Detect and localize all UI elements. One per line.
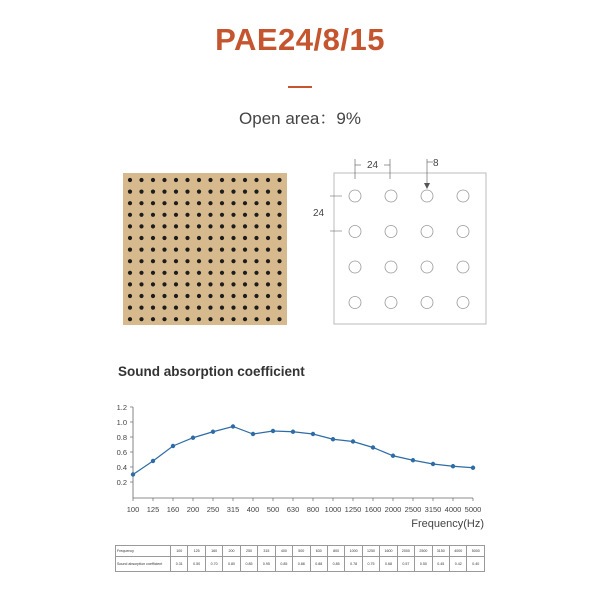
table-cell-frequency: 125 (188, 546, 205, 557)
table-cell-frequency: 800 (327, 546, 344, 557)
perforation-hole (139, 282, 143, 286)
absorption-section-title: Sound absorption coefficient (118, 364, 305, 379)
perforation-hole (197, 201, 201, 205)
perforation-hole (208, 201, 212, 205)
perforation-hole (151, 236, 155, 240)
table-cell-coefficient: 0.68 (380, 557, 397, 572)
table-cell-coefficient: 0.50 (188, 557, 205, 572)
perforation-hole (151, 201, 155, 205)
perforation-hole (139, 236, 143, 240)
table-cell-coefficient: 0.95 (258, 557, 275, 572)
title-divider (288, 86, 312, 88)
perforation-hole (220, 190, 224, 194)
perforation-hole (185, 259, 189, 263)
perforation-hole (174, 259, 178, 263)
absorption-data-table (115, 545, 485, 572)
perforation-hole (185, 248, 189, 252)
perforation-hole (208, 236, 212, 240)
diagram-hole (385, 261, 397, 273)
perforation-hole (174, 294, 178, 298)
perforation-hole (231, 178, 235, 182)
x-tick-label: 250 (206, 505, 220, 514)
diagram-hole (421, 297, 433, 309)
perforation-hole (208, 282, 212, 286)
perforation-hole (266, 271, 270, 275)
perforation-hole (174, 282, 178, 286)
perforation-hole (277, 201, 281, 205)
x-tick-label: 5000 (464, 505, 482, 514)
perforation-hole (243, 248, 247, 252)
x-tick-label: 100 (126, 505, 140, 514)
x-tick-label: 200 (186, 505, 200, 514)
perforation-hole (254, 190, 258, 194)
y-tick-label: 0.2 (116, 478, 127, 487)
perforation-hole (254, 259, 258, 263)
perforation-hole (151, 213, 155, 217)
perforation-hole (151, 294, 155, 298)
perforation-hole (266, 213, 270, 217)
diagram-hole (421, 190, 433, 202)
diagram-hole (385, 226, 397, 238)
data-point (211, 430, 215, 434)
y-tick-label: 0.6 (116, 448, 127, 457)
perforation-hole (197, 178, 201, 182)
perforation-hole (151, 306, 155, 310)
perforation-hole (174, 224, 178, 228)
perforation-hole (162, 248, 166, 252)
perforation-hole (185, 224, 189, 228)
x-tick-label: 1000 (324, 505, 342, 514)
hole-spacing-label: 24 (366, 160, 379, 171)
perforation-hole (231, 259, 235, 263)
x-tick-label: 125 (146, 505, 160, 514)
perforation-hole (277, 190, 281, 194)
perforation-hole (151, 282, 155, 286)
perforation-hole (162, 201, 166, 205)
table-cell-coefficient: 0.88 (310, 557, 327, 572)
x-tick-label: 1250 (344, 505, 362, 514)
perforation-hole (254, 201, 258, 205)
table-cell-frequency: 160 (205, 546, 222, 557)
x-tick-label: 400 (246, 505, 260, 514)
perforation-hole (220, 236, 224, 240)
perforation-hole (197, 236, 201, 240)
perforation-hole (128, 236, 132, 240)
perforation-hole (185, 201, 189, 205)
perforation-hole (277, 248, 281, 252)
perforation-hole (174, 178, 178, 182)
perforation-hole (231, 224, 235, 228)
perforation-hole (243, 236, 247, 240)
data-point (191, 436, 195, 440)
perforation-hole (162, 213, 166, 217)
perforation-hole (220, 306, 224, 310)
hole-diameter-label: 8 (433, 158, 439, 169)
table-cell-frequency: 1250 (362, 546, 379, 557)
data-point (471, 466, 475, 470)
perforation-hole (197, 317, 201, 321)
perforation-hole (266, 294, 270, 298)
perforation-hole (220, 213, 224, 217)
table-cell-coefficient: 0.45 (432, 557, 449, 572)
perforation-hole (151, 317, 155, 321)
table-cell-coefficient: 0.31 (171, 557, 188, 572)
perforation-hole (151, 224, 155, 228)
data-point (431, 462, 435, 466)
diagram-hole (349, 226, 361, 238)
perforation-hole (208, 248, 212, 252)
diagram-hole (457, 190, 469, 202)
table-row (116, 546, 485, 557)
perforation-hole (243, 282, 247, 286)
perforation-hole (220, 248, 224, 252)
perforation-hole (243, 317, 247, 321)
perforation-hole (277, 178, 281, 182)
table-cell-coefficient: 0.85 (240, 557, 257, 572)
table-header-coefficient: Sound absorption coefficient (116, 557, 171, 572)
perforation-hole (197, 294, 201, 298)
perforation-hole (266, 178, 270, 182)
perforation-hole (277, 306, 281, 310)
data-point (291, 430, 295, 434)
hole-pattern-diagram (330, 153, 490, 328)
perforation-hole (254, 224, 258, 228)
perforated-panel-photo (123, 173, 287, 325)
perforation-hole (128, 224, 132, 228)
perforation-hole (162, 236, 166, 240)
table-cell-frequency: 100 (171, 546, 188, 557)
perforation-hole (208, 224, 212, 228)
perforation-hole (231, 282, 235, 286)
perforation-hole (277, 259, 281, 263)
perforation-hole (243, 213, 247, 217)
data-point (331, 437, 335, 441)
table-cell-frequency: 315 (258, 546, 275, 557)
perforation-hole (208, 259, 212, 263)
data-point (351, 439, 355, 443)
table-cell-frequency: 400 (275, 546, 292, 557)
data-point (451, 464, 455, 468)
table-cell-frequency: 5000 (467, 546, 485, 557)
perforation-hole (197, 213, 201, 217)
perforation-hole (277, 213, 281, 217)
perforation-hole (266, 201, 270, 205)
x-tick-label: 800 (306, 505, 320, 514)
table-cell-coefficient: 0.57 (397, 557, 414, 572)
data-point (271, 429, 275, 433)
perforation-hole (243, 178, 247, 182)
perforation-hole (128, 282, 132, 286)
data-point (251, 432, 255, 436)
perforation-hole (174, 271, 178, 275)
perforation-hole (220, 282, 224, 286)
table-cell-coefficient: 0.75 (362, 557, 379, 572)
diagram-hole (349, 190, 361, 202)
table-cell-coefficient: 0.50 (415, 557, 432, 572)
data-point (151, 459, 155, 463)
perforation-hole (174, 317, 178, 321)
perforation-hole (208, 271, 212, 275)
perforation-hole (277, 294, 281, 298)
perforation-hole (162, 306, 166, 310)
product-title: PAE24/8/15 (215, 22, 385, 57)
perforation-hole (139, 224, 143, 228)
perforation-hole (254, 236, 258, 240)
x-tick-label: 2000 (384, 505, 402, 514)
perforation-hole (277, 282, 281, 286)
perforation-hole (162, 317, 166, 321)
table-cell-frequency: 2000 (397, 546, 414, 557)
perforation-hole (197, 248, 201, 252)
table-cell-frequency: 1000 (345, 546, 362, 557)
perforation-hole (162, 282, 166, 286)
table-cell-frequency: 250 (240, 546, 257, 557)
perforation-hole (128, 259, 132, 263)
table-cell-coefficient: 0.80 (223, 557, 240, 572)
perforation-hole (243, 259, 247, 263)
perforation-hole (220, 224, 224, 228)
perforation-hole (231, 317, 235, 321)
perforation-hole (162, 190, 166, 194)
perforation-hole (139, 190, 143, 194)
perforation-hole (197, 224, 201, 228)
perforation-hole (128, 178, 132, 182)
diagram-hole (385, 297, 397, 309)
perforation-hole (185, 178, 189, 182)
y-tick-label: 0.4 (116, 463, 127, 472)
diagram-hole (385, 190, 397, 202)
perforation-hole (231, 201, 235, 205)
perforation-hole (162, 294, 166, 298)
table-cell-coefficient: 0.40 (467, 557, 485, 572)
x-axis-label: Frequency(Hz) (411, 518, 484, 530)
perforation-hole (254, 294, 258, 298)
x-tick-label: 4000 (444, 505, 462, 514)
perforation-hole (139, 271, 143, 275)
perforation-hole (208, 306, 212, 310)
table-cell-frequency: 1600 (380, 546, 397, 557)
perforation-hole (208, 317, 212, 321)
data-point (411, 458, 415, 462)
x-tick-label: 160 (166, 505, 180, 514)
perforation-hole (151, 178, 155, 182)
table-cell-coefficient: 0.85 (275, 557, 292, 572)
diagram-hole (349, 297, 361, 309)
x-tick-label: 500 (266, 505, 280, 514)
x-tick-label: 2500 (404, 505, 422, 514)
perforation-hole (231, 306, 235, 310)
perforation-hole (139, 201, 143, 205)
perforation-hole (139, 213, 143, 217)
perforation-hole (231, 213, 235, 217)
perforation-hole (266, 282, 270, 286)
table-cell-coefficient: 0.88 (293, 557, 310, 572)
perforation-hole (243, 224, 247, 228)
perforation-hole (185, 294, 189, 298)
x-tick-label: 315 (226, 505, 240, 514)
perforation-hole (151, 248, 155, 252)
diagram-hole (349, 261, 361, 273)
table-header-frequency: Frequency (116, 546, 171, 557)
perforation-hole (254, 213, 258, 217)
perforation-hole (197, 259, 201, 263)
data-point (311, 432, 315, 436)
diagram-hole (457, 297, 469, 309)
perforation-hole (139, 317, 143, 321)
perforation-hole (254, 248, 258, 252)
y-tick-label: 1.0 (116, 418, 127, 427)
perforation-hole (231, 236, 235, 240)
perforation-hole (220, 271, 224, 275)
data-point (171, 444, 175, 448)
perforation-hole (128, 201, 132, 205)
perforation-hole (174, 201, 178, 205)
perforation-hole (266, 259, 270, 263)
perforation-hole (231, 294, 235, 298)
perforation-hole (220, 201, 224, 205)
data-point (371, 445, 375, 449)
perforation-hole (128, 248, 132, 252)
perforation-hole (254, 306, 258, 310)
table-cell-frequency: 2500 (415, 546, 432, 557)
perforation-hole (254, 282, 258, 286)
perforation-hole (243, 306, 247, 310)
table-cell-coefficient: 0.78 (345, 557, 362, 572)
perforation-hole (266, 306, 270, 310)
diagram-hole (421, 261, 433, 273)
x-tick-label: 3150 (424, 505, 442, 514)
data-point (131, 472, 135, 476)
perforation-hole (197, 190, 201, 194)
perforation-hole (254, 178, 258, 182)
perforation-hole (162, 259, 166, 263)
perforation-hole (243, 190, 247, 194)
perforation-hole (266, 317, 270, 321)
diagram-hole (457, 261, 469, 273)
perforation-hole (220, 294, 224, 298)
perforation-hole (266, 248, 270, 252)
perforation-hole (185, 271, 189, 275)
perforation-hole (208, 178, 212, 182)
perforation-hole (254, 271, 258, 275)
perforation-hole (254, 317, 258, 321)
perforation-hole (139, 306, 143, 310)
series-line (133, 427, 473, 475)
y-tick-label: 0.8 (116, 433, 127, 442)
perforation-hole (197, 271, 201, 275)
table-cell-coefficient: 0.70 (205, 557, 222, 572)
perforation-hole (185, 190, 189, 194)
perforation-hole (174, 248, 178, 252)
perforation-hole (185, 213, 189, 217)
open-area-label: Open area：9% (239, 109, 361, 128)
perforation-hole (243, 294, 247, 298)
perforation-hole (185, 282, 189, 286)
perforation-hole (174, 190, 178, 194)
perforation-hole (231, 190, 235, 194)
perforation-hole (197, 282, 201, 286)
table-row (116, 557, 485, 572)
x-tick-label: 1600 (364, 505, 382, 514)
table-cell-frequency: 500 (293, 546, 310, 557)
table-cell-coefficient: 0.85 (327, 557, 344, 572)
x-tick-label: 630 (286, 505, 300, 514)
table-cell-coefficient: 0.42 (450, 557, 467, 572)
perforation-hole (128, 271, 132, 275)
perforation-hole (185, 317, 189, 321)
absorption-chart (108, 395, 498, 535)
perforation-hole (139, 294, 143, 298)
data-point (391, 454, 395, 458)
perforation-hole (220, 259, 224, 263)
perforation-hole (208, 190, 212, 194)
perforation-hole (208, 213, 212, 217)
table-cell-frequency: 4000 (450, 546, 467, 557)
perforation-hole (185, 236, 189, 240)
table-cell-frequency: 3150 (432, 546, 449, 557)
table-cell-frequency: 200 (223, 546, 240, 557)
perforation-hole (151, 259, 155, 263)
perforation-hole (277, 317, 281, 321)
y-tick-label: 1.2 (116, 403, 127, 412)
perforation-hole (231, 248, 235, 252)
perforation-hole (185, 306, 189, 310)
perforation-hole (174, 236, 178, 240)
vertical-spacing-label: 24 (313, 208, 325, 219)
perforation-hole (220, 178, 224, 182)
perforation-hole (128, 294, 132, 298)
perforation-hole (162, 178, 166, 182)
perforation-hole (266, 224, 270, 228)
perforation-hole (220, 317, 224, 321)
perforation-hole (277, 271, 281, 275)
table-cell-frequency: 630 (310, 546, 327, 557)
perforation-hole (277, 224, 281, 228)
perforation-hole (139, 248, 143, 252)
perforation-hole (266, 190, 270, 194)
perforation-hole (139, 178, 143, 182)
perforation-hole (139, 259, 143, 263)
perforation-hole (266, 236, 270, 240)
perforation-hole (128, 306, 132, 310)
diagram-hole (421, 226, 433, 238)
perforation-hole (128, 213, 132, 217)
perforation-hole (174, 213, 178, 217)
perforation-hole (243, 271, 247, 275)
perforation-hole (128, 190, 132, 194)
perforation-hole (197, 306, 201, 310)
perforation-hole (277, 236, 281, 240)
perforation-hole (128, 317, 132, 321)
data-point (231, 424, 235, 428)
perforation-hole (243, 201, 247, 205)
perforation-hole (151, 271, 155, 275)
perforation-hole (208, 294, 212, 298)
perforation-hole (231, 271, 235, 275)
perforation-hole (162, 271, 166, 275)
diagram-hole (457, 226, 469, 238)
perforation-hole (162, 224, 166, 228)
perforation-hole (151, 190, 155, 194)
perforation-hole (174, 306, 178, 310)
